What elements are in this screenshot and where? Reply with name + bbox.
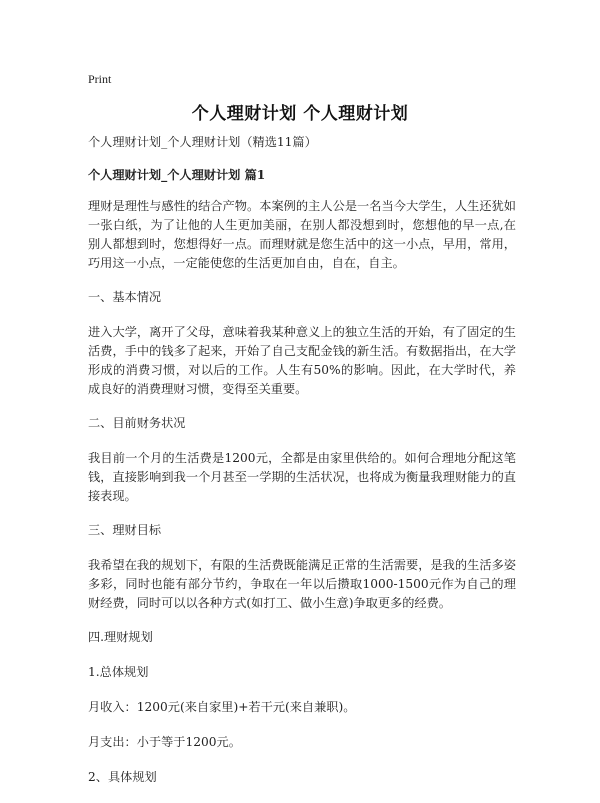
monthly-income-line: 月收入：1200元(来自家里)+若干元(来自兼职)。: [88, 700, 356, 714]
heading-financial-goal: 三、理财目标: [88, 523, 162, 537]
financial-goal-paragraph: 我希望在我的规划下，有限的生活费既能满足正常的生活需要，是我的生活多姿多彩，同时也能有部分节约，争取在一年以后攒取1000-1500元作为自己的理财经费，同时可以以各种方式(如打工、做小生意)争取更多的经费。: [88, 558, 516, 610]
heading-financial-plan: 四.理财规划: [88, 630, 153, 644]
basic-situation-paragraph: 进入大学，离开了父母，意味着我某种意义上的独立生活的开始，有了固定的生活费，手中的钱多了起来，开始了自己支配金钱的新生活。有数据指出，在大学形成的消费习惯，对以后的工作。人生有50%的影响。因此，在大学时代，养成良好的消费理财习惯，变得至关重要。: [88, 325, 516, 396]
heading-financial-status: 二、目前财务状况: [88, 416, 186, 430]
heading-specific-plan: 2、具体规划: [88, 770, 157, 784]
article-heading: 个人理财计划_个人理财计划 篇1: [88, 168, 266, 182]
financial-status-paragraph: 我目前一个月的生活费是1200元，全都是由家里供给的。如何合理地分配这笔钱，直接影响到我一个月甚至一学期的生活状况，也将成为衡量我理财能力的直接表现。: [88, 451, 516, 503]
document-body: [88, 133, 516, 803]
monthly-expense-line: 月支出：小于等于1200元。: [88, 735, 241, 749]
intro-paragraph: 理财是理性与感性的结合产物。本案例的主人公是一名当今大学生，人生还犹如一张白纸，为了让他的人生更加美丽，在别人都没想到时，您想他的早一点,在别人都想到时，您想得好一点。而理财就是您生活中的这一小点，早用，常用，巧用这一小点，一定能使您的生活更加自由，自在，自主。: [88, 199, 516, 270]
document-subtitle: 个人理财计划_个人理财计划（精选11篇）: [88, 135, 317, 149]
print-label: Print: [88, 72, 112, 86]
heading-overall-plan: 1.总体规划: [88, 665, 149, 679]
heading-basic-situation: 一、基本情况: [88, 290, 162, 304]
document-title: 个人理财计划 个人理财计划: [191, 104, 409, 124]
